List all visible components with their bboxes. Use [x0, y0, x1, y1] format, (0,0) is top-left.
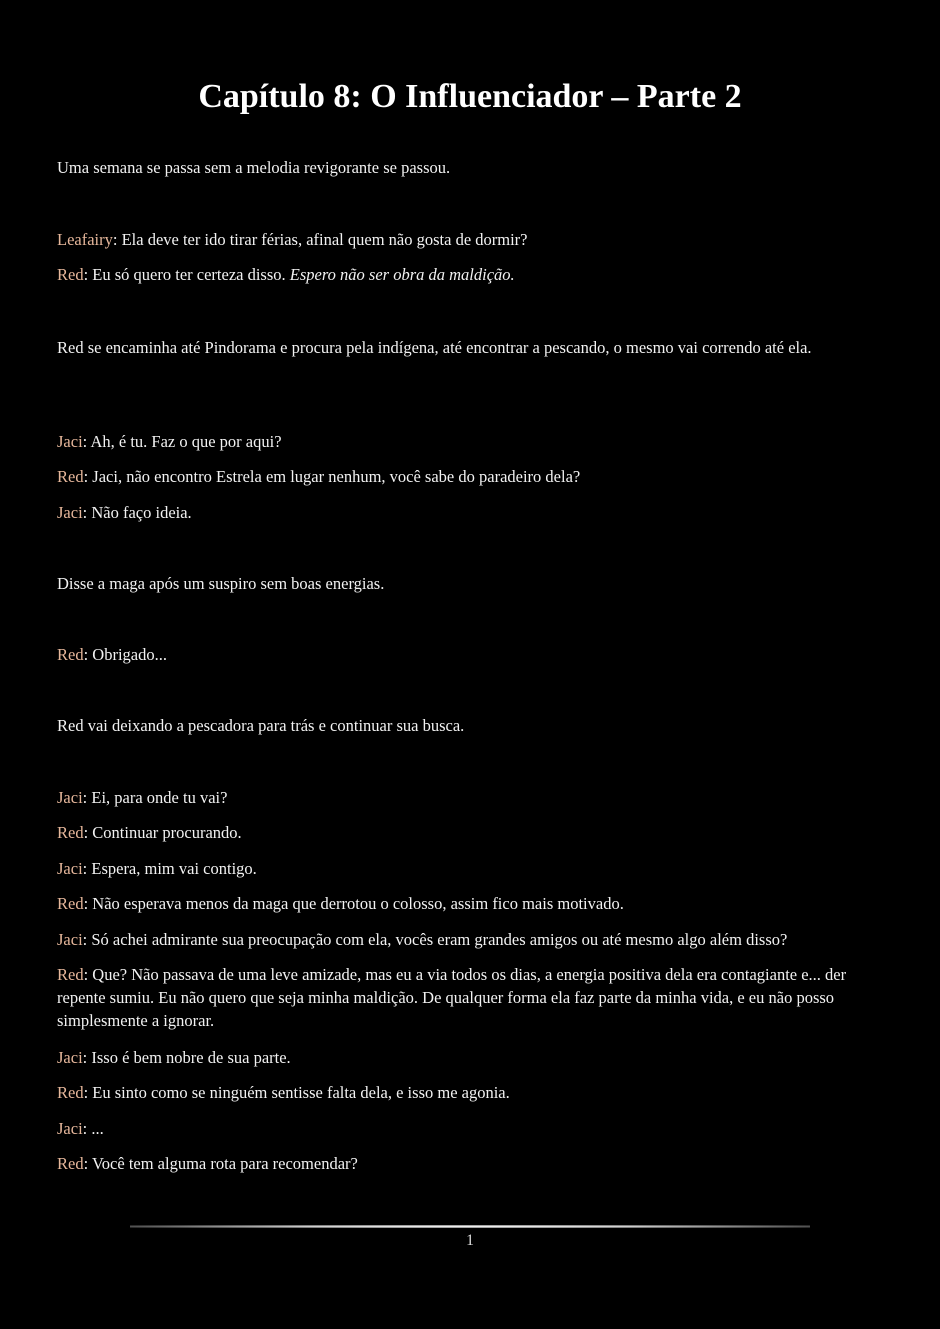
- dialogue-text: : Ela deve ter ido tirar férias, afinal quem não gosta de dormir?: [112, 230, 528, 249]
- chapter-title: Capítulo 8: O Influenciador – Parte 2: [198, 78, 742, 115]
- dialogue-line: [57, 465, 883, 488]
- dialogue-line: [57, 643, 883, 666]
- dialogue-text: : Não faço ideia.: [82, 503, 192, 522]
- dialogue-text: : Eu sinto como se ninguém sentisse falta dela, e isso me agonia.: [83, 1083, 510, 1102]
- dialogue-line: [57, 821, 883, 844]
- dialogue-line: [57, 928, 883, 951]
- narration-paragraph: [57, 336, 883, 359]
- dialogue-text: : Eu só quero ter certeza disso.: [83, 265, 290, 284]
- dialogue-line: [57, 1081, 883, 1104]
- dialogue-text: : Ah, é tu. Faz o que por aqui?: [82, 432, 282, 451]
- speaker-name: Red: [57, 645, 84, 664]
- speaker-name: Jaci: [57, 1048, 83, 1067]
- dialogue-line: [57, 963, 883, 1032]
- dialogue-line: [57, 430, 883, 453]
- narration-paragraph: [57, 572, 883, 595]
- dialogue-text: : Que? Não passava de uma leve amizade, mas eu a via todos os dias, a energia positiva dela era contagiante e... der repente sumiu. Eu não quero que seja minha maldição. De qualquer forma ela faz parte da minha vida, e eu não posso simplesmente a ignorar.: [57, 965, 847, 1030]
- narration-text: Red vai deixando a pescadora para trás e continuar sua busca.: [57, 716, 465, 735]
- speaker-name: Red: [57, 467, 84, 486]
- dialogue-line: [57, 501, 883, 524]
- dialogue-line: [57, 228, 883, 251]
- dialogue-text: : Jaci, não encontro Estrela em lugar nenhum, você sabe do paradeiro dela?: [83, 467, 581, 486]
- narration-text: Red se encaminha até Pindorama e procura pela indígena, até encontrar a pescando, o mesmo vai correndo até ela.: [57, 338, 812, 357]
- speaker-name: Jaci: [57, 432, 83, 451]
- narration-paragraph: [57, 156, 883, 179]
- speaker-name: Jaci: [57, 859, 83, 878]
- dialogue-line: [57, 892, 883, 915]
- speaker-name: Jaci: [57, 930, 83, 949]
- narration-paragraph: [57, 714, 883, 737]
- dialogue-line: [57, 786, 883, 809]
- dialogue-line: [57, 1152, 883, 1175]
- dialogue-text: : Não esperava menos da maga que derrotou o colosso, assim fico mais motivado.: [83, 894, 624, 913]
- dialogue-text: : Isso é bem nobre de sua parte.: [82, 1048, 291, 1067]
- dialogue-text: : Obrigado...: [83, 645, 167, 664]
- speaker-name: Red: [57, 265, 84, 284]
- speaker-name: Red: [57, 894, 84, 913]
- inner-thought-text: Espero não ser obra da maldição.: [289, 265, 515, 284]
- dialogue-text: : Ei, para onde tu vai?: [82, 788, 228, 807]
- dialogue-text: : ...: [82, 1119, 104, 1138]
- speaker-name: Red: [57, 965, 84, 984]
- dialogue-line: [57, 857, 883, 880]
- dialogue-text: : Continuar procurando.: [83, 823, 242, 842]
- dialogue-line: [57, 1117, 883, 1140]
- speaker-name: Red: [57, 1083, 84, 1102]
- speaker-name: Red: [57, 1154, 84, 1173]
- speaker-name: Red: [57, 823, 84, 842]
- narration-text: Disse a maga após um suspiro sem boas energias.: [57, 574, 385, 593]
- speaker-name: Jaci: [57, 1119, 83, 1138]
- speaker-name: Jaci: [57, 788, 83, 807]
- page-number: 1: [466, 1232, 474, 1249]
- dialogue-line: [57, 263, 883, 286]
- dialogue-text: : Só achei admirante sua preocupação com ela, vocês eram grandes amigos ou até mesmo algo além disso?: [82, 930, 788, 949]
- dialogue-line: [57, 1046, 883, 1069]
- speaker-name: Leafairy: [57, 230, 113, 249]
- dialogue-text: : Espera, mim vai contigo.: [82, 859, 257, 878]
- dialogue-text: : Você tem alguma rota para recomendar?: [83, 1154, 358, 1173]
- narration-text: Uma semana se passa sem a melodia revigorante se passou.: [57, 158, 451, 177]
- footer-divider: [130, 1225, 810, 1228]
- speaker-name: Jaci: [57, 503, 83, 522]
